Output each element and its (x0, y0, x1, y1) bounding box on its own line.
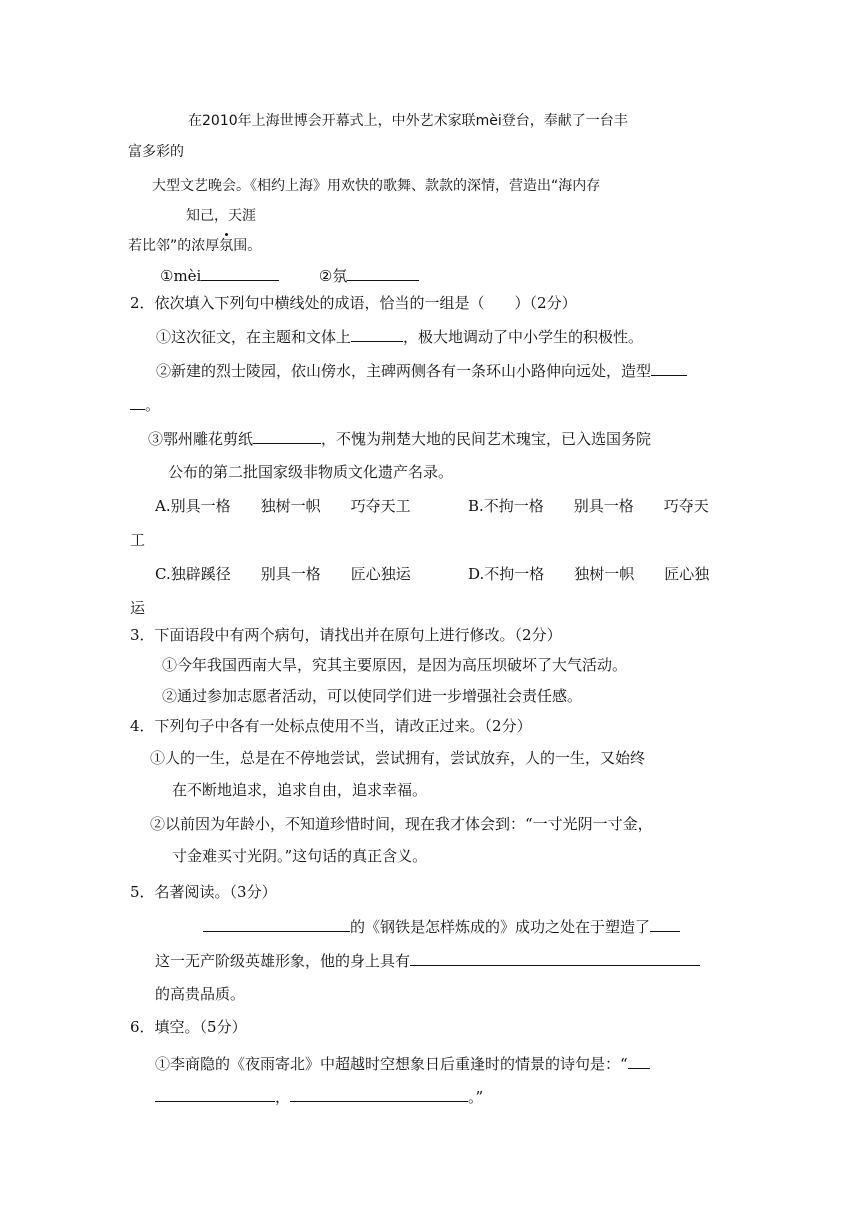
intro-text: 围。 (233, 238, 262, 254)
sentence-text: ①李商隐的《夜雨寄北》中超越时空想象日后重逢时的情景的诗句是：“ (155, 1055, 628, 1073)
answer-blank[interactable] (290, 1086, 468, 1102)
question-sentence: ①人的一生，总是在不停地尝试，尝试拥有，尝试放弃，人的一生，又始终 (150, 749, 646, 767)
question-sentence (155, 1053, 650, 1074)
answer-blank[interactable] (628, 1053, 650, 1069)
answer-blank[interactable] (130, 394, 145, 410)
question-sentence (203, 916, 680, 937)
question-sentence (156, 360, 687, 381)
option-c: C.独辟蹊径 别具一格 匠心独运 (155, 565, 411, 583)
question-stem: 5．名著阅读。（3分） (130, 883, 277, 901)
answer-blank[interactable] (155, 1086, 275, 1102)
question-stem: 4．下列句子中各有一处标点使用不当，请改正过来。（2分） (130, 717, 532, 735)
sentence-text: ， (275, 1088, 291, 1106)
question-sentence (130, 394, 160, 415)
answer-blank[interactable] (650, 916, 680, 932)
question-sentence: ②以前因为年龄小，不知道珍惜时间，现在我才体会到：“一寸光阴一寸金， (150, 815, 653, 833)
sentence-text: 。” (468, 1088, 484, 1106)
answer-blank[interactable] (347, 265, 419, 281)
answer-blank[interactable] (201, 265, 279, 281)
intro-line: 知己，天涯 (186, 208, 256, 224)
intro-answer-line (160, 265, 419, 286)
option-a: A.别具一格 独树一帜 巧夺天工 (155, 497, 411, 515)
question-sentence (155, 1086, 483, 1107)
question-sentence: 在不断地追求，追求自由，追求幸福。 (172, 781, 428, 799)
question-sentence: ②通过参加志愿者活动，可以使同学们进一步增强社会责任感。 (162, 687, 583, 705)
intro-line: 富多彩的 (128, 144, 184, 160)
question-sentence: 的高贵品质。 (155, 985, 246, 1003)
intro-line: 在2010年上海世博会开幕式上，中外艺术家联mèi登台，奉献了一台丰 (188, 113, 628, 129)
question-sentence (156, 326, 643, 347)
sentence-text: ③鄂州雕花剪纸 (148, 430, 254, 448)
intro-line: 大型文艺晚会。《相约上海》用欢快的歌舞、款款的深情，营造出“海内存 (152, 178, 601, 194)
sentence-text: ①这次征文，在主题和文体上 (156, 328, 352, 346)
sentence-text: ，极大地调动了中小学生的积极性。 (403, 328, 644, 346)
question-sentence: 寸金难买寸光阴。”这句话的真正含义。 (172, 847, 428, 865)
sentence-text: 这一无产阶级英雄形象，他的身上具有 (155, 952, 411, 970)
question-sentence (155, 950, 700, 971)
question-stem: 3．下面语段中有两个病句，请找出并在原句上进行修改。（2分） (130, 626, 562, 644)
sentence-text: ②新建的烈士陵园，依山傍水，主碑两侧各有一条环山小路伸向远处，造型 (156, 362, 652, 380)
intro-text: 若比邻”的浓厚 (128, 238, 220, 254)
answer-blank[interactable] (351, 326, 403, 342)
question-stem: 6．填空。（5分） (130, 1018, 247, 1036)
question-sentence: 公布的第二批国家级非物质文化遗产名录。 (168, 463, 454, 481)
answer-blank[interactable] (651, 360, 687, 376)
answer-label: ①mèi (160, 267, 202, 285)
answer-blank[interactable] (410, 950, 700, 966)
answer-label: ②氛 (318, 267, 348, 285)
question-sentence: ①今年我国西南大旱，究其主要原因，是因为高压坝破坏了大气活动。 (162, 656, 628, 674)
sentence-text: ，不愧为荆楚大地的民间艺术瑰宝，已入选国务院 (321, 430, 652, 448)
option-d: 运 (130, 599, 146, 617)
answer-blank[interactable] (203, 916, 350, 932)
option-d: D.不拘一格 独树一帜 匠心独 (468, 565, 710, 583)
sentence-text: 。 (145, 396, 161, 414)
option-b: B.不拘一格 别具一格 巧夺天 (468, 497, 709, 515)
question-stem: 2．依次填入下列句中横线处的成语，恰当的一组是（ ）（2分） (130, 294, 577, 312)
question-sentence (148, 428, 651, 449)
sentence-text: 的《钢铁是怎样炼成的》成功之处在于塑造了 (350, 918, 651, 936)
emphasis-char: 氛 (219, 238, 234, 254)
answer-blank[interactable] (253, 428, 321, 444)
intro-line (128, 236, 261, 256)
option-b: 工 (130, 531, 146, 549)
